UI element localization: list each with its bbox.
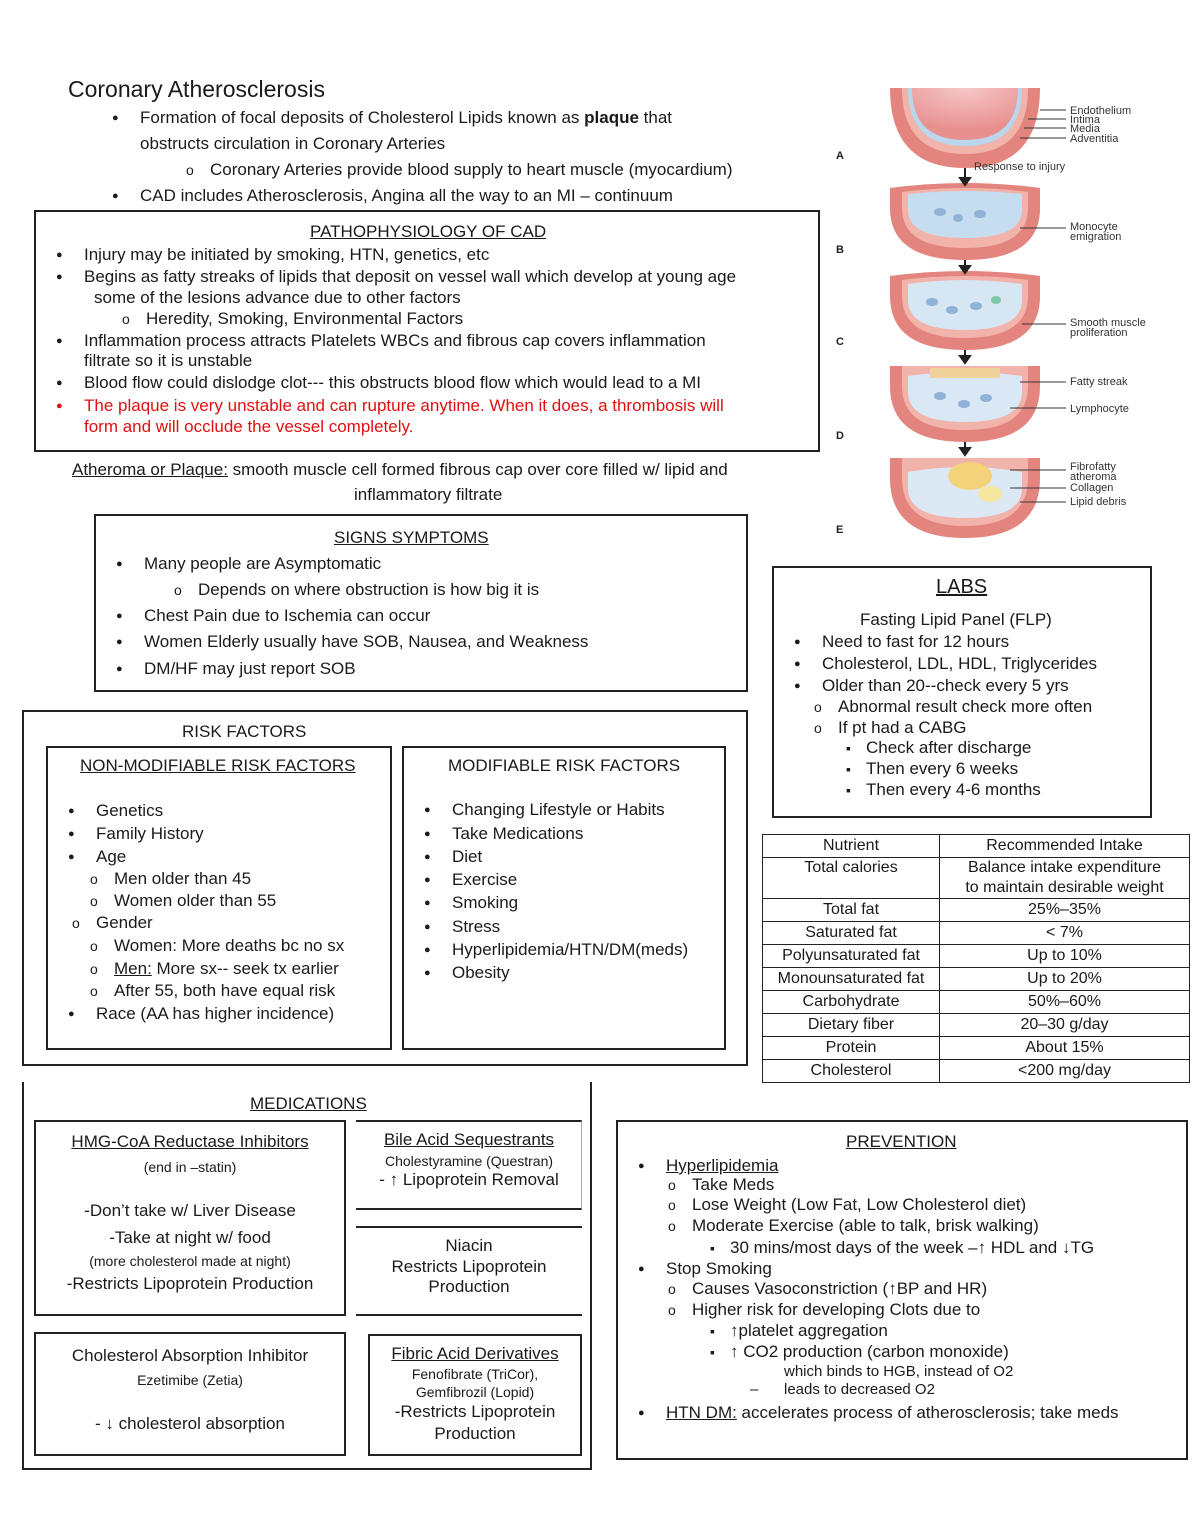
hmg-title: HMG-CoA Reductase Inhibitors: [71, 1132, 309, 1151]
hmg-subtitle: (end in –statin): [143, 1159, 237, 1175]
risk-women-55: o Women older than 55: [114, 891, 276, 911]
prevention-lose-weight: o Lose Weight (Low Fat, Low Cholesterol diet): [692, 1195, 1026, 1215]
intake-cell: Up to 10%: [940, 945, 1190, 968]
patho-item-5-cont: form and will occlude the vessel completely.: [84, 417, 414, 436]
risk-after-55: o After 55, both have equal risk: [114, 981, 335, 1001]
fibric-subtitle-1: Fenofibrate (TriCor),: [411, 1366, 539, 1382]
label-collagen: Collagen: [1070, 482, 1114, 494]
absorption-title: Cholesterol Absorption Inhibitor: [71, 1346, 309, 1365]
nutrient-cell: Total fat: [763, 899, 940, 922]
labs-subsub-item-3: ▪ Then every 4-6 months: [866, 780, 1041, 800]
stage-letter-d: D: [836, 430, 844, 442]
prevention-dash: –: [750, 1381, 759, 1398]
prevention-clots: o Higher risk for developing Clots due to: [692, 1300, 980, 1320]
labs-item-3: ● Older than 20--check every 5 yrs: [822, 676, 1069, 696]
bile-title: Bile Acid Sequestrants: [383, 1130, 555, 1149]
prevention-exercise-detail: ▪ 30 mins/most days of the week –↑ HDL and ↓TG: [730, 1238, 1094, 1258]
nutrient-cell: Carbohydrate: [763, 991, 940, 1014]
patho-item-3-cont: filtrate so it is unstable: [84, 351, 253, 370]
table-row: [763, 945, 1190, 968]
atherosclerosis-diagram: [880, 88, 1200, 538]
fibric-line-2: Production: [434, 1424, 516, 1443]
nutrition-table: [762, 834, 1190, 1083]
bile-subtitle: Cholestyramine (Questran): [384, 1153, 554, 1169]
intake-cell: About 15%: [940, 1037, 1190, 1060]
intro-sub-bullet: o Coronary Arteries provide blood supply to heart muscle (myocardium): [210, 160, 733, 180]
hmg-line-3: (more cholesterol made at night): [89, 1253, 291, 1269]
prevention-take-meds: o Take Meds: [692, 1175, 774, 1195]
table-row: [763, 1037, 1190, 1060]
nutrient-cell: Dietary fiber: [763, 1014, 940, 1037]
absorption-subtitle: Ezetimibe (Zetia): [137, 1372, 243, 1388]
label-adventitia: Adventitia: [1070, 133, 1119, 145]
table-header-row: [763, 835, 1190, 858]
risk-age: ● Age: [96, 847, 126, 867]
intake-cell: Balance intake expenditure to maintain desirable weight: [940, 858, 1190, 899]
label-monocyte: Monocyte: [1070, 221, 1118, 233]
labs-item-1: ● Need to fast for 12 hours: [822, 632, 1009, 652]
signs-sub-item: o Depends on where obstruction is how big it is: [198, 580, 539, 600]
patho-item-5: ● The plaque is very unstable and can rupture anytime. When it does, a thrombosis will: [84, 396, 724, 416]
fibric-subtitle-2: Gemfibrozil (Lopid): [415, 1384, 535, 1400]
risk-men-sx: o Men: More sx-- seek tx earlier: [114, 959, 339, 979]
risk-men-45: o Men older than 45: [114, 869, 251, 889]
modifiable-box: [402, 746, 726, 1050]
risk-race: ● Race (AA has higher incidence): [96, 1004, 334, 1024]
absorption-line-1: - ↓ cholesterol absorption: [95, 1414, 285, 1433]
risk-women-deaths: o Women: More deaths bc no sx: [114, 936, 344, 956]
table-row: [763, 968, 1190, 991]
prevention-htn-dm: ● HTN DM: accelerates process of atherosclerosis; take meds: [666, 1403, 1119, 1423]
prevention-platelet: ▪ ↑platelet aggregation: [730, 1321, 888, 1341]
intake-cell: 50%–60%: [940, 991, 1190, 1014]
page-title: Coronary Atherosclerosis: [68, 76, 325, 102]
header-nutrient: Nutrient: [763, 835, 940, 858]
prevention-heading: PREVENTION: [846, 1132, 957, 1151]
intake-cell: < 7%: [940, 922, 1190, 945]
prevention-co2-cont: which binds to HGB, instead of O2: [784, 1363, 1014, 1380]
table-row: [763, 1060, 1190, 1083]
patho-sub-item: o Heredity, Smoking, Environmental Factors: [146, 309, 463, 329]
mod-item: ● Stress: [452, 917, 500, 937]
intro-bullet-1: ● Formation of focal deposits of Cholesterol Lipids known as plaque that: [140, 108, 672, 128]
fibric-line-1: -Restricts Lipoprotein: [394, 1402, 556, 1421]
medications-heading: MEDICATIONS: [250, 1094, 367, 1113]
signs-item-1: ● Many people are Asymptomatic: [144, 554, 381, 574]
artery-stages-illustration: [880, 88, 1200, 538]
hmg-line-2: -Take at night w/ food: [109, 1228, 271, 1247]
mod-item: ● Changing Lifestyle or Habits: [452, 800, 665, 820]
fibric-title: Fibric Acid Derivatives: [391, 1344, 559, 1363]
label-lipid-debris: Lipid debris: [1070, 496, 1127, 508]
table-row: [763, 858, 1190, 899]
label-lymphocyte: Lymphocyte: [1070, 403, 1129, 415]
prevention-vasoconstriction: o Causes Vasoconstriction (↑BP and HR): [692, 1279, 987, 1299]
stage-letter-e: E: [836, 524, 844, 536]
labs-subsub-item-2: ▪ Then every 6 weeks: [866, 759, 1018, 779]
header-recommended-intake: Recommended Intake: [940, 835, 1190, 858]
mod-item: ● Exercise: [452, 870, 517, 890]
intake-cell: <200 mg/day: [940, 1060, 1190, 1083]
labs-item-2: ● Cholesterol, LDL, HDL, Triglycerides: [822, 654, 1097, 674]
atheroma-definition-cont: inflammatory filtrate: [354, 485, 503, 504]
intro-bullet-1-cont: obstructs circulation in Coronary Arteries: [140, 134, 446, 153]
prevention-stop-smoking: ● Stop Smoking: [666, 1259, 772, 1279]
label-atheroma: atheroma: [1070, 471, 1117, 483]
labs-subsub-item-1: ▪ Check after discharge: [866, 738, 1031, 758]
patho-item-2-cont: some of the lesions advance due to other factors: [94, 288, 461, 307]
modifiable-heading: MODIFIABLE RISK FACTORS: [448, 756, 681, 775]
mod-item: ● Take Medications: [452, 824, 583, 844]
signs-heading: SIGNS SYMPTOMS: [334, 528, 489, 547]
signs-item-2: ● Chest Pain due to Ischemia can occur: [144, 606, 430, 626]
table-row: [763, 1014, 1190, 1037]
label-intima: Intima: [1070, 114, 1100, 126]
table-row: [763, 922, 1190, 945]
labs-sub-item-2: o If pt had a CABG: [838, 718, 967, 738]
intake-cell: 20–30 g/day: [940, 1014, 1190, 1037]
label-emigration: emigration: [1070, 231, 1122, 243]
mod-item: ● Obesity: [452, 963, 510, 983]
stage-letter-a: A: [836, 150, 844, 162]
risk-heading: RISK FACTORS: [182, 722, 307, 741]
patho-item-1: ● Injury may be initiated by smoking, HTN, genetics, etc: [84, 245, 489, 265]
prevention-decreased-o2: leads to decreased O2: [784, 1381, 935, 1398]
hmg-line-4: -Restricts Lipoprotein Production: [66, 1274, 314, 1293]
signs-item-3: ● Women Elderly usually have SOB, Nausea, and Weakness: [144, 632, 588, 652]
nutrient-cell: Cholesterol: [763, 1060, 940, 1083]
labs-heading: LABS: [936, 576, 988, 598]
label-endothelium: Endothelium: [1070, 105, 1132, 117]
nutrient-cell: Polyunsaturated fat: [763, 945, 940, 968]
hmg-line-1: -Don’t take w/ Liver Disease: [84, 1201, 296, 1220]
risk-gender: o Gender: [96, 913, 153, 933]
intake-cell: 25%–35%: [940, 899, 1190, 922]
patho-item-3: ● Inflammation process attracts Platelets WBCs and fibrous cap covers inflammation: [84, 331, 706, 351]
label-proliferation: proliferation: [1070, 327, 1128, 339]
atheroma-definition: Atheroma or Plaque: smooth muscle cell formed fibrous cap over core filled w/ lipid and: [72, 460, 728, 479]
nutrient-cell: Total calories: [763, 858, 940, 899]
mod-item: ● Diet: [452, 847, 482, 867]
non-modifiable-heading: NON-MODIFIABLE RISK FACTORS: [80, 756, 356, 775]
stage-letter-b: B: [836, 244, 844, 256]
label-media: Media: [1070, 123, 1100, 135]
nutrient-cell: Monounsaturated fat: [763, 968, 940, 991]
mod-item: ● Hyperlipidemia/HTN/DM(meds): [452, 940, 688, 960]
patho-item-2: ● Begins as fatty streaks of lipids that deposit on vessel wall which develop at young age: [84, 267, 736, 287]
labs-sub-item-1: o Abnormal result check more often: [838, 697, 1092, 717]
intake-cell: Up to 20%: [940, 968, 1190, 991]
niacin-line-1: Restricts Lipoprotein: [391, 1257, 547, 1276]
table-row: [763, 899, 1190, 922]
patho-item-4: ● Blood flow could dislodge clot--- this obstructs blood flow which would lead to a MI: [84, 373, 701, 393]
patho-heading: PATHOPHYSIOLOGY OF CAD: [310, 222, 547, 241]
nutrient-cell: Protein: [763, 1037, 940, 1060]
nutrient-cell: Saturated fat: [763, 922, 940, 945]
risk-genetics: ● Genetics: [96, 801, 163, 821]
niacin-line-2: Production: [428, 1277, 510, 1296]
label-smooth-muscle: Smooth muscle: [1070, 317, 1146, 329]
labs-subheading: Fasting Lipid Panel (FLP): [860, 610, 1052, 629]
signs-item-4: ● DM/HF may just report SOB: [144, 659, 356, 679]
table-row: [763, 991, 1190, 1014]
label-fatty-streak: Fatty streak: [1070, 376, 1128, 388]
mod-item: ● Smoking: [452, 893, 518, 913]
intro-bullet-2: ● CAD includes Atherosclerosis, Angina all the way to an MI – continuum: [140, 186, 673, 206]
niacin-title: Niacin: [445, 1236, 493, 1255]
label-response-to-injury: Response to injury: [974, 161, 1066, 173]
stage-letter-c: C: [836, 336, 844, 348]
bile-line-1: - ↑ Lipoprotein Removal: [379, 1170, 559, 1189]
prevention-co2: ▪ ↑ CO2 production (carbon monoxide): [730, 1342, 1009, 1362]
prevention-exercise: o Moderate Exercise (able to talk, brisk walking): [692, 1216, 1039, 1236]
prevention-hyperlipidemia: ● Hyperlipidemia: [666, 1156, 778, 1176]
risk-family-history: ● Family History: [96, 824, 204, 844]
label-fibrofatty: Fibrofatty: [1070, 461, 1116, 473]
